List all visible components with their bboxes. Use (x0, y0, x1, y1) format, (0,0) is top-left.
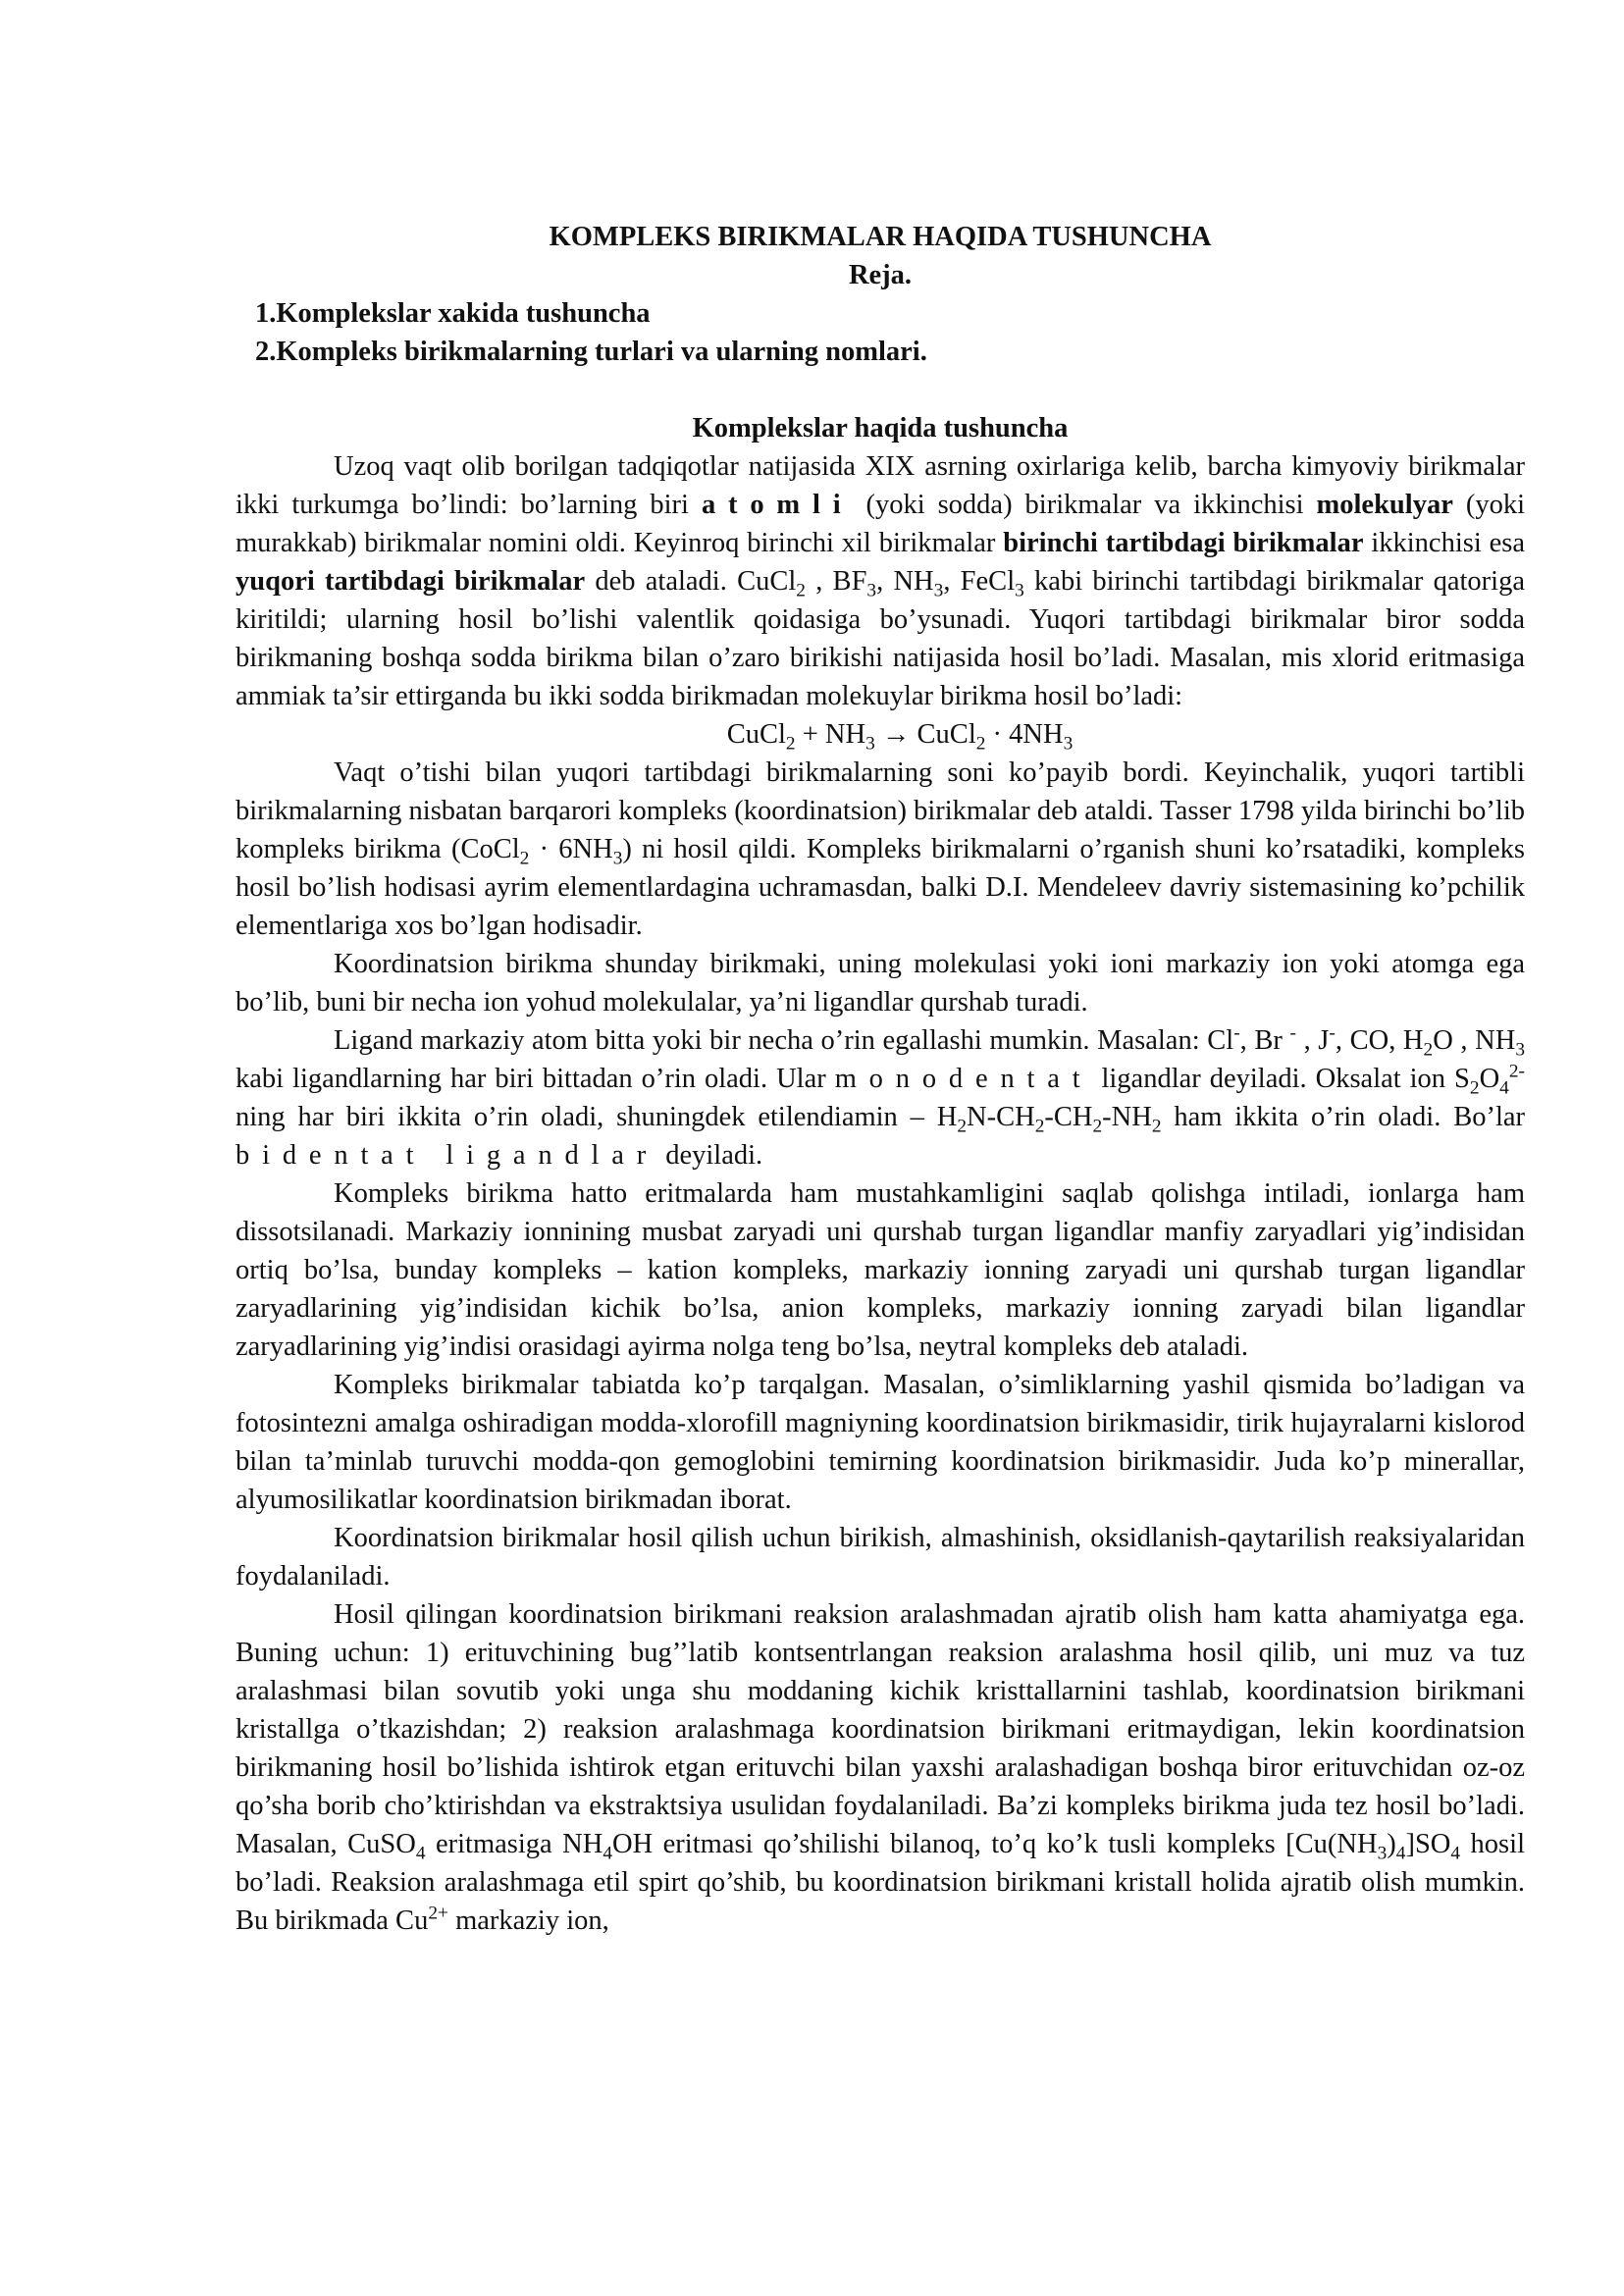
plan-item-2: 2.Kompleks birikmalarning turlari va ularning nomlari. (255, 337, 927, 367)
paragraph-6: Kompleks birikmalar tabiatda ko’p tarqalgan. Masalan, o’simliklarning yashil qismida bo’ladigan va fotosintezni amalga oshiradigan modda-xlorofill magniyning koordinatsion birikmasidir, tirik hujayralarni kislorod bilan ta’minlab turuvchi modda-qon gemoglobini temirning koordinatsion birikmasidir. Juda ko’p minerallar, alyumosilikatlar koordinatsion birikmadan iborat. (236, 1370, 1525, 1515)
section-title: Komplekslar haqida tushuncha (692, 413, 1069, 444)
paragraph-3: Koordinatsion birikma shunday birikmaki, uning molekulasi yoki ioni markaziy ion yoki atomga ega bo’lib, buni bir necha ion yohud molekulalar, ya’ni ligandlar qurshab turadi. (236, 949, 1525, 1018)
reaction-formula: CuCl$_2$ + $NH_3$ → CuCl$_2$ · $4NH_3$ (726, 719, 1074, 755)
plan-item-1: 1.Komplekslar xakida tushuncha (255, 298, 651, 329)
paragraph-7: Koordinatsion birikmalar hosil qilish uchun birikish, almashinish, oksidlanish-qaytarilish reaksiyalaridan foydalaniladi. (236, 1523, 1525, 1592)
paragraph-8: Hosil qilingan koordinatsion birikmani reaksion aralashmadan ajratib olish ham katta ahamiyatga ega. Buning uchun: 1) erituvchining bug’’latib kontsentrlangan reaksion aralashma hosil qilib, uni muz va tuz aralashmasi bilan sovutib yoki unga shu moddaning kichik kristtallarnini tashlab, koordinatsion birikmani kristallga o’tkazishdan; 2) reaksion aralashmaga koordinatsion birikmani eritmaydigan, lekin koordinatsion birikmaning hosil bo’lishida ishtirok etgan erituvchi bilan yaxshi aralashadigan boshqa biror erituvchidan oz-oz qo’sha borib cho’ktirishdan va ekstraktsiya usulidan foydalaniladi. Ba’zi kompleks birikma juda tez hosil bo’ladi. Masalan, CuSO$_4$ eritmasiga $NH_4OH$ eritmasi qo’shilishi bilanoq, to’q ko’k tusli kompleks $[Cu(NH_3)_4]SO_4$ hosil bo’ladi. Reaksion aralashmaga etil spirt qo’shib, bu koordinatsion birikmani kristall holida ajratib olish mumkin. Bu birikmada $Cu^{2+}$ markaziy ion, (236, 1599, 1525, 1936)
document-title: KOMPLEKS BIRIKMALAR HAQIDA TUSHUNCHA (549, 222, 1212, 252)
paragraph-2: Vaqt o’tishi bilan yuqori tartibdagi birikmalarning soni ko’payib bordi. Keyinchalik, yuqori tartibli birikmalarning nisbatan barqarori kompleks (koordinatsion) birikmalar deb ataldi. Tasser 1798 yilda birinchi bo’lib kompleks birikma (CoCl$_2$ · $6NH_3$) ni hosil qildi. Kompleks birikmalarni o’rganish shuni ko’rsatadiki, kompleks hosil bo’lish hodisasi ayrim elementlardagina uchramasdan, balki D.I. Mendeleev davriy sistemasining ko’pchilik elementlariga xos bo’lgan hodisadir. (236, 757, 1526, 941)
paragraph-5: Kompleks birikma hatto eritmalarda ham mustahkamligini saqlab qolishga intiladi, ionlarga ham dissotsilanadi. Markaziy ionnining musbat zaryadi uni qurshab turgan ligandlar manfiy zaryadlari yig’indisidan ortiq bo’lsa, bunday kompleks – kation kompleks, markaziy ionning zaryadi uni qurshab turgan ligandlar zaryadlarining yig’indisidan kichik bo’lsa, anion kompleks, markaziy ionning zaryadi bilan ligandlar zaryadlarining yig’indisi orasidagi ayirma nolga teng bo’lsa, neytral kompleks deb ataladi. (236, 1178, 1525, 1362)
plan-label: Reja. (848, 260, 913, 290)
paragraph-4: Ligand markaziy atom bitta yoki bir necha o’rin egallashi mumkin. Masalan: Cl-, Br - , J-, CO, $H_2O$ , $NH_3$ kabi ligandlarning har biri bittadan o’rin oladi. Ular monodentat ligandlar deyiladi. Oksalat ion $S_2O_4^{2-}$ ning har biri ikkita o’rin oladi, shuningdek etilendiamin – $H_2N-CH_2-CH_2-NH_2$ ham ikkita o’rin oladi. Bo’lar bidentat ligandlar deyiladi. (236, 1022, 1526, 1171)
document-page (236, 218, 1525, 1940)
paragraph-1: Uzoq vaqt olib borilgan tadqiqotlar natijasida XIX asrning oxirlariga kelib, barcha kimyoviy birikmalar ikki turkumga bo’lindi: bo’larning biri atomli (yoki sodda) birikmalar va ikkinchisi molekulyar (yoki murakkab) birikmalar nomini oldi. Keyinroq birinchi xil birikmalar birinchi tartibdagi birikmalar ikkinchisi esa yuqori tartibdagi birikmalar deb ataladi. CuCl$_2$ , $BF_3$, $NH_3$, FeCl$_3$ kabi birinchi tartibdagi birikmalar qatoriga kiritildi; ularning hosil bo’lishi valentlik qoidasiga bo’ysunadi. Yuqori tartibdagi birikmalar biror sodda birikmaning boshqa sodda birikma bilan o’zaro birikishi natijasida hosil bo’ladi. Masalan, mis xlorid eritmasiga ammiak ta’sir ettirganda bu ikki sodda birikmadan molekuylar birikma hosil bo’ladi: (236, 451, 1525, 711)
